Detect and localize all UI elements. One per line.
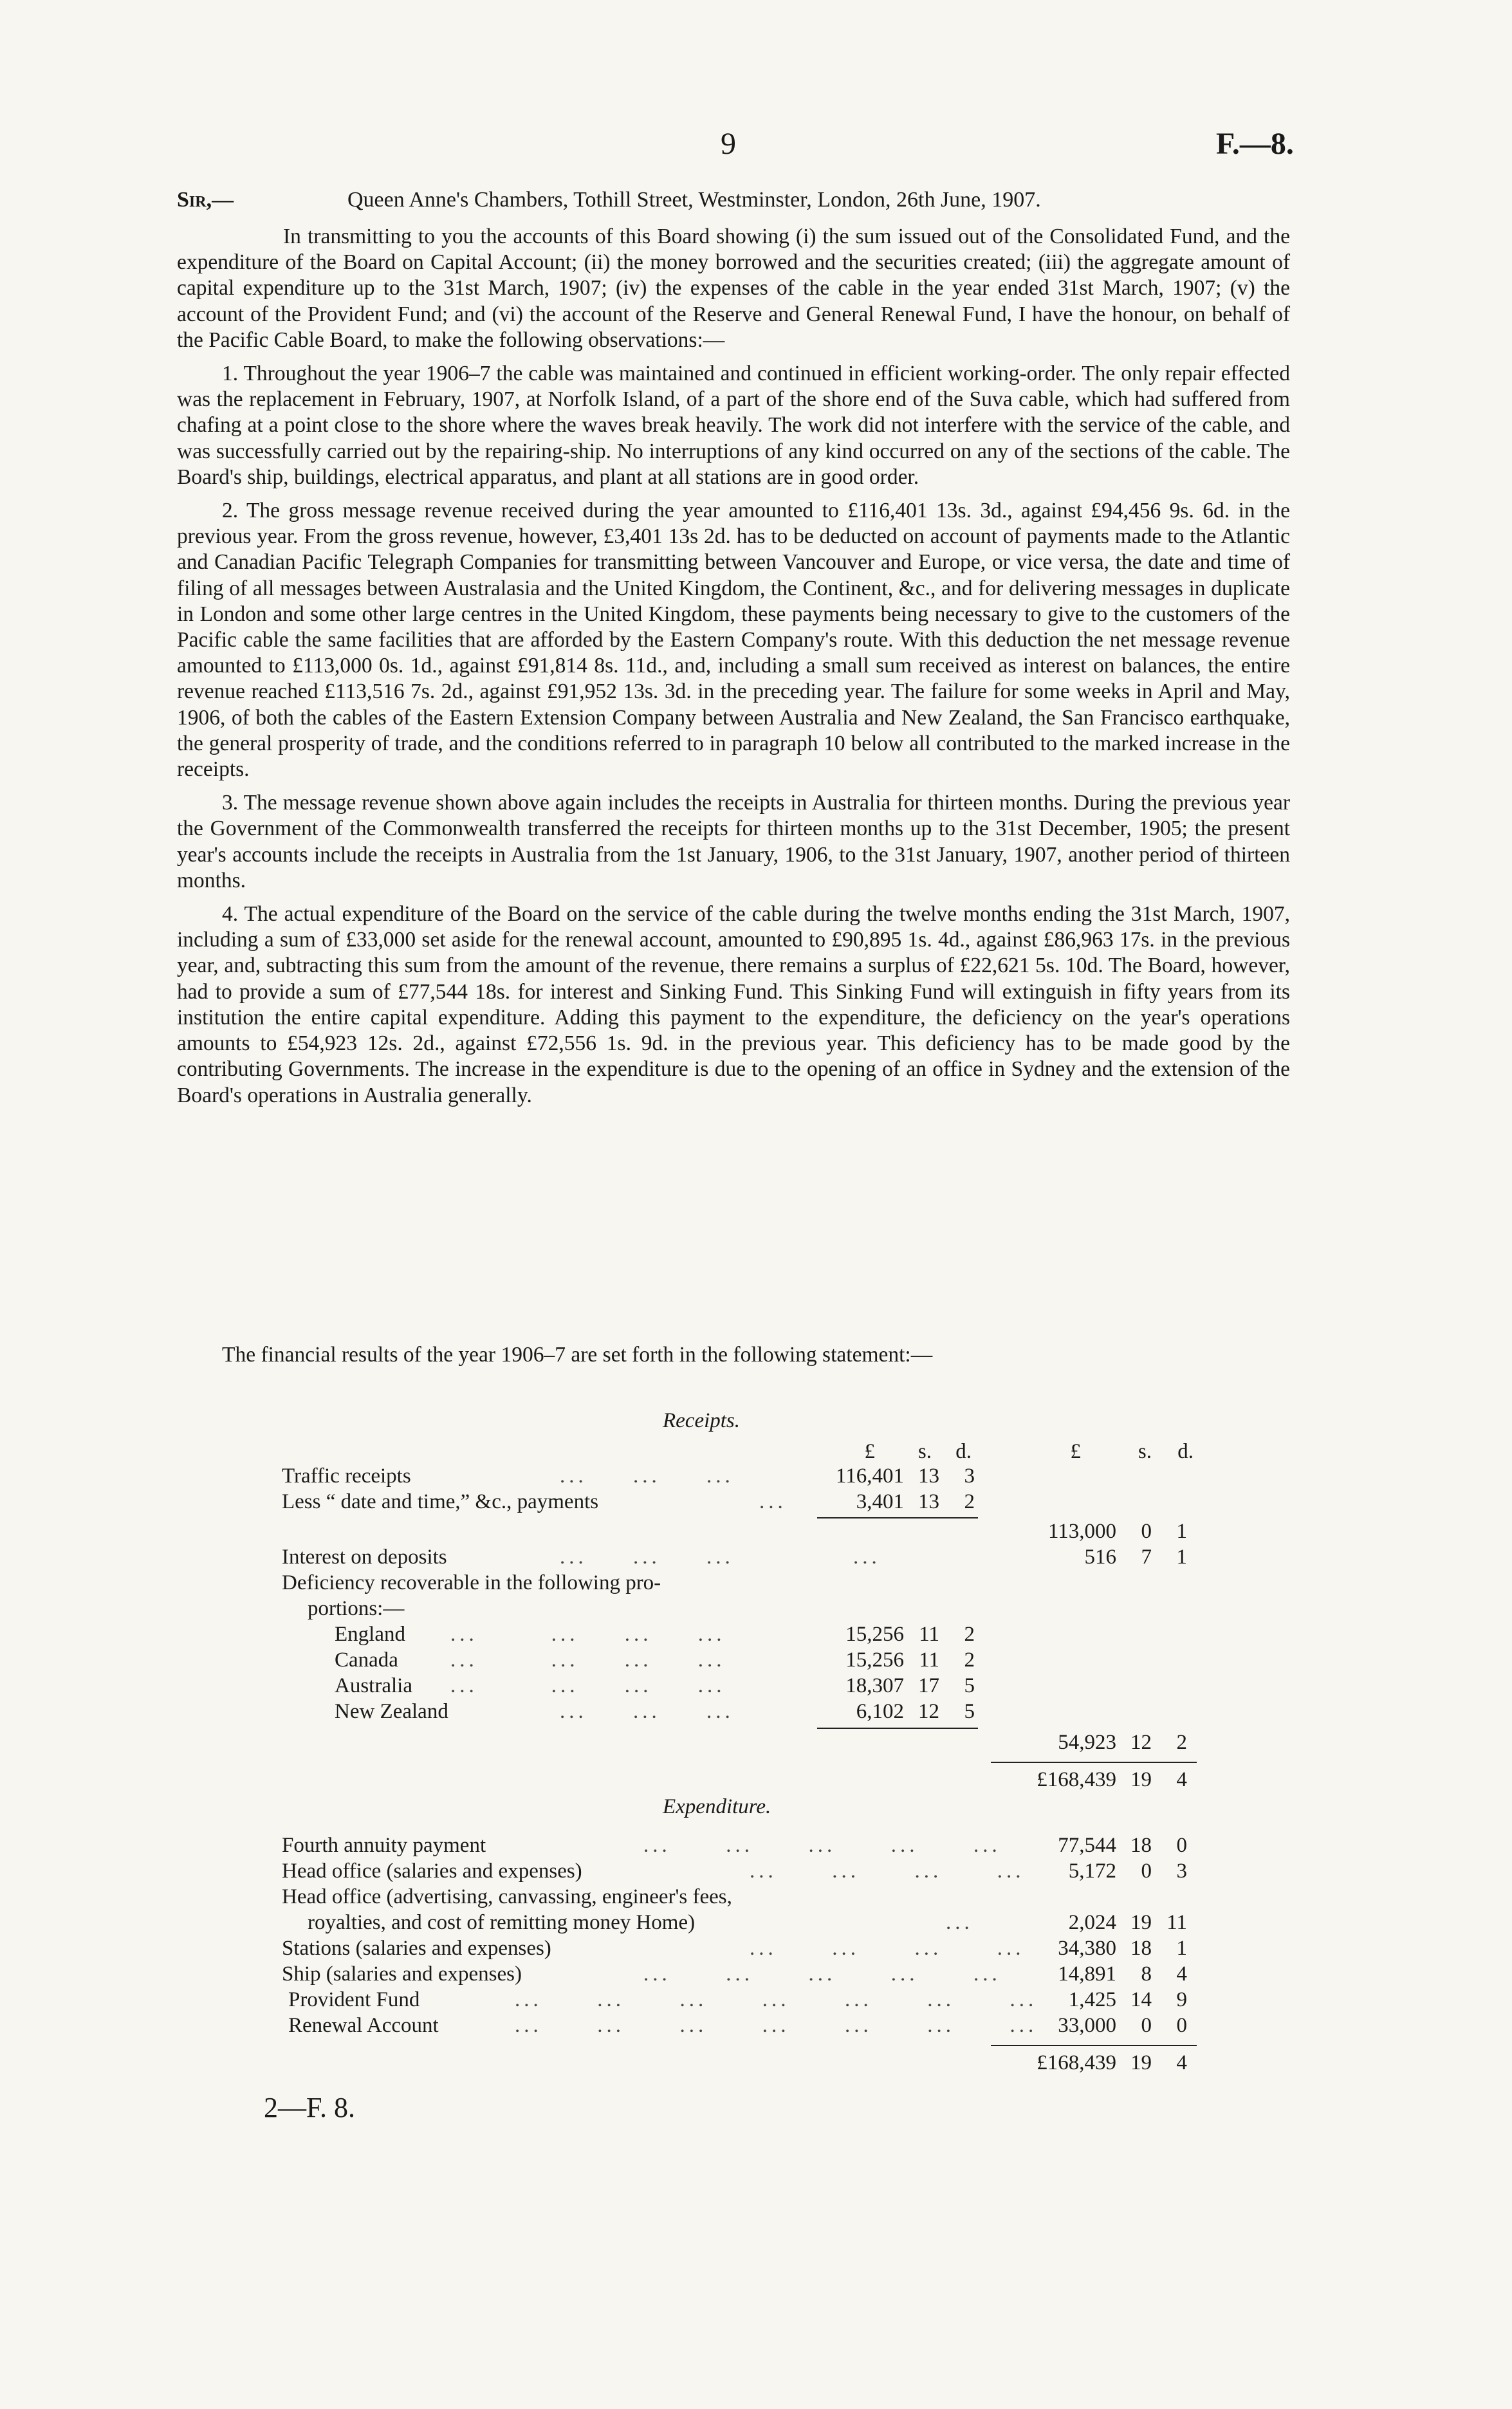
amount-pounds: 34,380 — [1058, 1937, 1116, 1960]
subtotal-rule — [817, 1728, 978, 1729]
amount-shillings: 19 — [1130, 1768, 1152, 1791]
amount-shillings: 18 — [1130, 1937, 1152, 1960]
row-label: Ship (salaries and expenses) — [282, 1962, 522, 1986]
amount-shillings: 0 — [1141, 1520, 1152, 1543]
amount-shillings: 11 — [919, 1648, 939, 1672]
row-label: New Zealand — [335, 1700, 448, 1723]
amount-pence: 2 — [964, 1623, 975, 1646]
amount-pounds: 6,102 — [856, 1700, 904, 1723]
amount-pence: 4 — [1176, 1962, 1187, 1986]
row-label: Head office (salaries and expenses) — [282, 1860, 582, 1883]
amount-pence: 2 — [964, 1490, 975, 1513]
receipts-title: Receipts. — [663, 1409, 741, 1432]
document-reference: F.—8. — [1216, 127, 1294, 161]
footer-signature: 2—F. 8. — [264, 2092, 355, 2123]
leader-dots: ... ... ... — [560, 1464, 734, 1488]
row-label: Head office (advertising, canvassing, engineer's fees, — [282, 1885, 732, 1908]
paragraph-1: 1. Throughout the year 1906–7 the cable was maintained and continued in efficient working-order. The only repair effected was the replacement in February, 1907, at Norfolk Island, of a part of the shore end of the Suva cable, which had suffered from chafing at a point close to the shore where the waves break heavily. The work did not interfere with the service of the cable, and was successfully carried out by the repairing-ship. No interruptions of any kind occurred on any of the sections of the cable. The Board's ship, buildings, electrical apparatus, and plant at all stations are in good order. — [177, 362, 1290, 489]
leader-dots: ... ... ... — [560, 1700, 734, 1723]
intro-paragraph: In transmitting to you the accounts of this Board showing (i) the sum issued out of the Consolidated Fund, and the expenditure of the Board on Capital Account; (ii) the money borrowed and the securities created; (iii) the aggregate amount of capital expenditure up to the 31st March, 1907; (iv) the expenses of the cable in the year ended 31st March, 1907; (v) the account of the Provident Fund; and (vi) the account of the Reserve and General Renewal Fund, I have the honour, on behalf of the Pacific Cable Board, to make the following observations:— — [177, 225, 1290, 352]
amount-pounds: 2,024 — [1068, 1911, 1116, 1934]
amount-shillings: 8 — [1141, 1962, 1152, 1986]
total-rule — [991, 2045, 1197, 2046]
row-label: Canada — [335, 1648, 398, 1672]
amount-pence: 2 — [964, 1648, 975, 1672]
amount-pounds: £168,439 — [1037, 2051, 1116, 2074]
row-label: Australia — [335, 1674, 412, 1697]
paragraph-4: 4. The actual expenditure of the Board on the service of the cable during the twelve months ending the 31st March, 1907, including a sum of £33,000 set aside for the renewal account, amounted to £90,895 1s. 4d., against £86,963 17s. in the previous year, and, subtracting this sum from the amount of the revenue, there remains a surplus of £22,621 5s. 10d. The Board, however, had to provide a sum of £77,544 18s. for interest and Sinking Fund. This Sinking Fund will extinguish in fifty years from its institution the entire capital expenditure. Adding this payment to the expenditure, the deficiency on the year's operations amounts to £54,923 12s. 2d., against £72,556 1s. 9d. in the previous year. This deficiency has to be made good by the contributing Governments. The increase in the expenditure is due to the opening of an office in Sydney and the extension of the Board's operations in Australia generally. — [177, 902, 1290, 1107]
row-label: Traffic receipts — [282, 1464, 411, 1488]
paragraph-3: 3. The message revenue shown above again includes the receipts in Australia for thirteen months. During the previous year the Government of the Commonwealth transferred the receipts for thirteen months up to the 31st December, 1905; the present year's accounts include the receipts in Australia from the 1st January, 1906, to the 31st January, 1907, another period of thirteen months. — [177, 791, 1290, 892]
amount-shillings: 0 — [1141, 1860, 1152, 1883]
amount-pence: 1 — [1176, 1937, 1187, 1960]
leader-dots: ... ... ... ... ... ... ... — [515, 1988, 1038, 2011]
col-pound: £ — [1070, 1440, 1081, 1463]
leader-dots: ... ... ... ... ... — [643, 1834, 1001, 1857]
amount-pence: 3 — [1176, 1860, 1187, 1883]
amount-shillings: 12 — [1130, 1731, 1152, 1754]
col-pence: d. — [1177, 1440, 1194, 1463]
amount-pence: 2 — [1176, 1731, 1187, 1754]
total-rule — [991, 1762, 1197, 1763]
amount-pounds: 15,256 — [845, 1623, 904, 1646]
amount-pounds: 116,401 — [835, 1464, 904, 1488]
row-label-continued: royalties, and cost of remitting money Home) — [308, 1911, 696, 1934]
subtotal-rule — [817, 1517, 978, 1518]
amount-shillings: 19 — [1130, 1911, 1152, 1934]
leader-dots: ... ... ... ... — [560, 1546, 881, 1569]
amount-pence: 0 — [1176, 1834, 1187, 1857]
leader-dots: ... ... ... ... — [750, 1937, 1025, 1960]
amount-pence: 11 — [1166, 1911, 1187, 1934]
row-label: Provident Fund — [288, 1988, 420, 2011]
amount-pence: 1 — [1176, 1520, 1187, 1543]
amount-shillings: 7 — [1141, 1546, 1152, 1569]
amount-pounds: 33,000 — [1058, 2014, 1116, 2037]
deficiency-label-line-1: Deficiency recoverable in the following pro- — [282, 1571, 661, 1594]
amount-pounds: 3,401 — [856, 1490, 904, 1513]
amount-shillings: 19 — [1130, 2051, 1152, 2074]
amount-pounds: 14,891 — [1058, 1962, 1116, 1986]
amount-pounds: £168,439 — [1037, 1768, 1116, 1791]
amount-pounds: 113,000 — [1047, 1520, 1116, 1543]
amount-pence: 5 — [964, 1674, 975, 1697]
amount-pence: 5 — [964, 1700, 975, 1723]
expenditure-title: Expenditure. — [663, 1795, 771, 1818]
amount-shillings: 14 — [1130, 1988, 1152, 2011]
amount-pence: 1 — [1176, 1546, 1187, 1569]
row-label: Renewal Account — [288, 2014, 439, 2037]
page-number: 9 — [721, 127, 736, 161]
leader-dots: ... ... ... ... ... ... ... — [515, 2014, 1038, 2037]
row-label: Stations (salaries and expenses) — [282, 1937, 551, 1960]
amount-pounds: 1,425 — [1068, 1988, 1116, 2011]
col-pence: d. — [955, 1440, 972, 1463]
amount-pounds: 15,256 — [845, 1648, 904, 1672]
amount-shillings: 17 — [918, 1674, 939, 1697]
col-shilling: s. — [1138, 1440, 1152, 1463]
col-pound: £ — [864, 1440, 875, 1463]
amount-pence: 3 — [964, 1464, 975, 1488]
row-label: Fourth annuity payment — [282, 1834, 486, 1857]
amount-shillings: 18 — [1130, 1834, 1152, 1857]
amount-shillings: 13 — [918, 1464, 939, 1488]
amount-pence: 4 — [1176, 2051, 1187, 2074]
amount-shillings: 0 — [1141, 2014, 1152, 2037]
statement-intro: The financial results of the year 1906–7 are set forth in the following statement:— — [222, 1343, 933, 1367]
amount-shillings: 11 — [919, 1623, 939, 1646]
amount-pounds: 5,172 — [1068, 1860, 1116, 1883]
amount-pounds: 18,307 — [845, 1674, 904, 1697]
deficiency-label-line-2: portions:— — [308, 1597, 405, 1620]
leader-dots: ... ... ... ... ... — [643, 1962, 1001, 1986]
col-shilling: s. — [917, 1440, 932, 1463]
leader-dots: ... — [759, 1490, 787, 1513]
row-label: England — [335, 1623, 405, 1646]
amount-pence: 0 — [1176, 2014, 1187, 2037]
salutation: Sir,— — [177, 188, 234, 212]
row-label: Less “ date and time,” &c., payments — [282, 1490, 599, 1513]
leader-dots: ... ... ... ... — [450, 1648, 726, 1672]
amount-pence: 9 — [1176, 1988, 1187, 2011]
leader-dots: ... ... ... ... — [750, 1860, 1025, 1883]
address-line: Queen Anne's Chambers, Tothill Street, Westminster, London, 26th June, 1907. — [347, 188, 1041, 212]
amount-shillings: 13 — [918, 1490, 939, 1513]
amount-pounds: 77,544 — [1058, 1834, 1116, 1857]
leader-dots: ... ... ... ... — [450, 1674, 726, 1697]
amount-shillings: 12 — [918, 1700, 939, 1723]
amount-pounds: 54,923 — [1058, 1731, 1116, 1754]
amount-pounds: 516 — [1084, 1546, 1116, 1569]
paragraph-2: 2. The gross message revenue received during the year amounted to £116,401 13s. 3d., against £94,456 9s. 6d. in the previous year. From the gross revenue, however, £3,401 13s 2d. has to be deducted on account of payments made to the Atlantic and Canadian Pacific Telegraph Companies for transmitting between Vancouver and Europe, or vice versa, the date and time of filing of all messages between Australasia and the United Kingdom, the Continent, &c., and for delivering messages in duplicate in London and some other large centres in the United Kingdom, these payments being necessary to give to the customers of the Pacific cable the same facilities that are afforded by the Eastern Company's route. With this deduction the net message revenue amounted to £113,000 0s. 1d., against £91,814 8s. 11d., and, including a small sum received as interest on balances, the entire revenue reached £113,516 7s. 2d., against £91,952 13s. 3d. in the preceding year. The failure for some weeks in April and May, 1906, of both the cables of the Eastern Extension Company between Australia and New Zealand, the San Francisco earthquake, the general prosperity of trade, and the conditions referred to in paragraph 10 below all contributed to the marked increase in the receipts. — [177, 499, 1290, 782]
amount-pence: 4 — [1176, 1768, 1187, 1791]
leader-dots: ... — [946, 1911, 973, 1934]
leader-dots: ... ... ... ... — [450, 1623, 726, 1646]
row-label: Interest on deposits — [282, 1546, 447, 1569]
